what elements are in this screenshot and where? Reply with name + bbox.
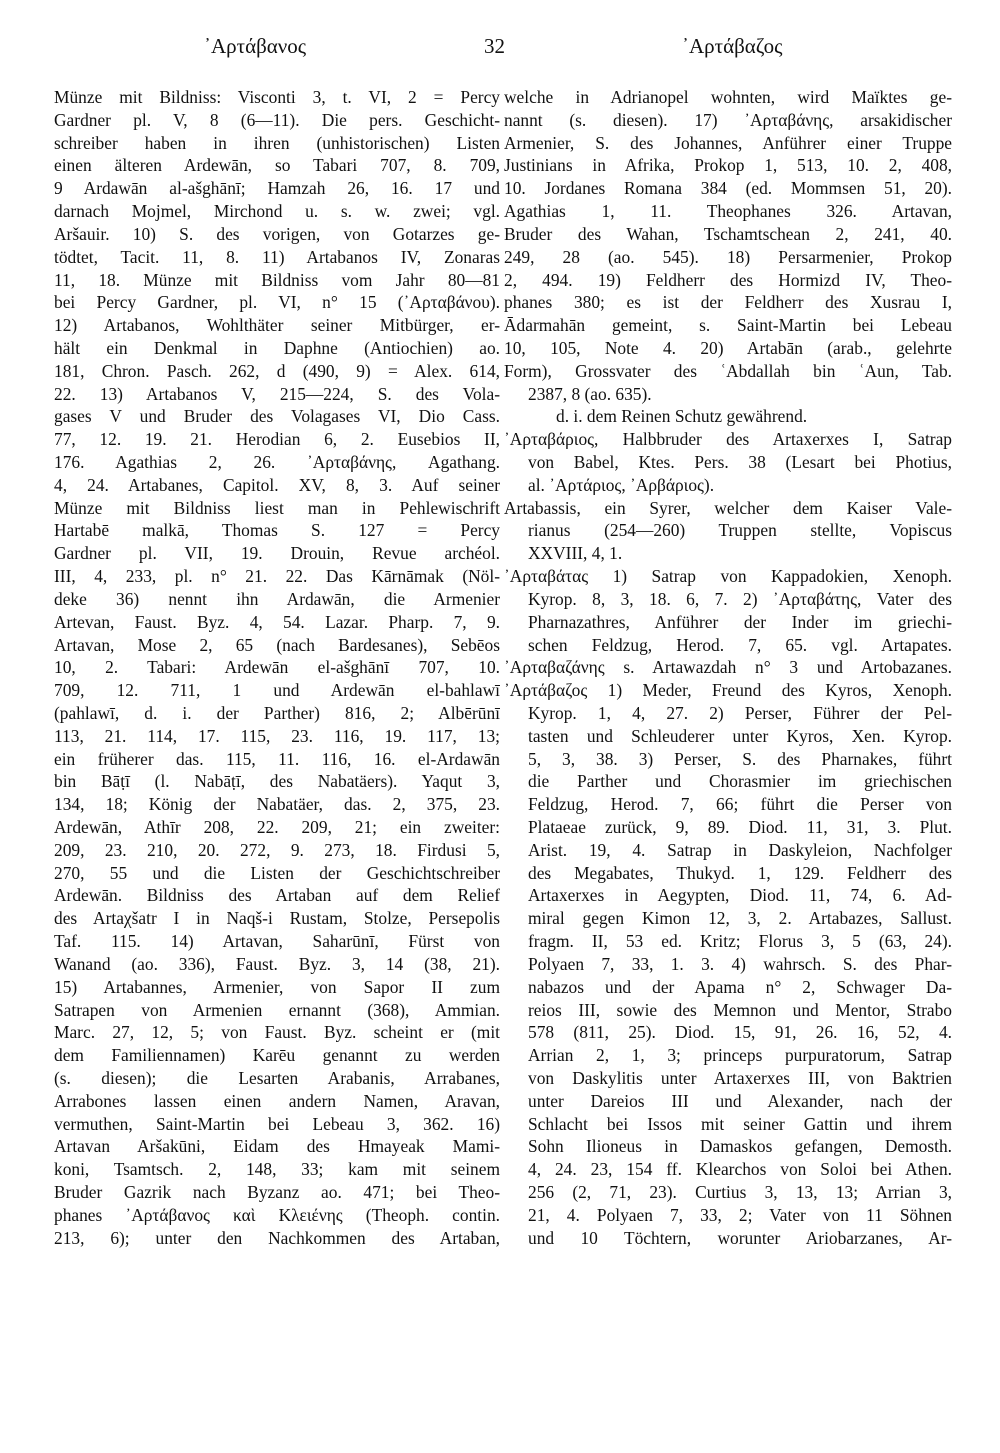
text-line: Ardewān. Bildniss des Artaban auf dem Relief — [54, 885, 500, 906]
text-line: Bruder Gazrik nach Byzanz ao. 471; bei Theo- — [54, 1182, 500, 1202]
text-line: Aršauir. 10) S. des vorigen, von Gotarzes ge- — [54, 223, 500, 244]
text-line: die Parther und Chorasmier im griechischen — [528, 771, 952, 792]
text-line: Artaxerxes in Aegypten, Diod. 11, 74, 6. Ad- — [528, 885, 952, 906]
text-line: 15) Artabannes, Armenier, von Sapor II zum — [54, 976, 500, 997]
text-line: al. ᾿Αρτάριος, ᾿Αρβάριος). — [528, 474, 715, 495]
text-line: dem Familiennamen) Karēu genannt zu werden — [54, 1045, 500, 1066]
text-line: d. i. dem Reinen Schutz gewährend. — [556, 406, 808, 427]
text-line: (pahlawī, d. i. der Parther) 816, 2; Albērūnī — [54, 702, 500, 723]
text-line: 213, 6); unter den Nachkommen des Artaban, — [54, 1227, 500, 1248]
text-line: phanes ᾿Αρτάβανος καὶ Κλειένης (Theoph. contin. — [54, 1204, 500, 1225]
text-line: Pharnazathres, Anführer der Inder im griechi- — [528, 611, 952, 632]
text-line: Schlacht bei Issos mit seiner Gattin und ihrem — [528, 1113, 952, 1134]
text-line: unter Dareios III und Alexander, nach der — [528, 1090, 952, 1111]
text-line: 176. Agathias 2, 26. ᾿Αρταβάνης, Agathang. — [54, 452, 500, 472]
text-line: ᾿Αρταβάριος, Halbbruder des Artaxerxes I, Satrap — [504, 429, 952, 450]
text-line: schreiber haben in ihren (unhistorischen) Listen — [54, 132, 500, 153]
text-line: Form), Grossvater des ʿAbdallah bin ʿAun, Tab. — [504, 360, 952, 381]
text-line: rianus (254—260) Truppen stellte, Vopiscus — [528, 520, 952, 541]
text-line: 12) Artabanos, Wohlthäter seiner Mitbürger, er- — [54, 315, 500, 336]
text-line: ᾿Αρτάβαζος 1) Meder, Freund des Kyros, Xenoph. — [504, 680, 952, 701]
text-line: 113, 21. 114, 17. 115, 23. 116, 19. 117, 13; — [54, 725, 500, 746]
text-line: Kyrop. 1, 4, 27. 2) Perser, Führer der Pel- — [528, 702, 952, 723]
text-line: 134, 18; König der Nabatäer, das. 2, 375, 23. — [54, 794, 500, 815]
text-line: Satrapen von Armenien ernannt (368), Ammian. — [54, 999, 500, 1020]
text-line: nabazos und der Apama n° 2, Schwager Da- — [528, 976, 952, 997]
text-line: koni, Tsamtsch. 2, 148, 33; kam mit seinem — [54, 1159, 500, 1180]
text-line: 5, 3, 38. 3) Perser, S. des Pharnakes, führt — [528, 748, 952, 769]
text-line: 256 (2, 71, 23). Curtius 3, 13, 13; Arrian 3, — [528, 1182, 952, 1202]
running-header — [54, 34, 948, 64]
text-line: 10, 105, Note 4. 20) Artabān (arab., gelehrte — [504, 337, 952, 358]
text-line: Agathias 1, 11. Theophanes 326. Artavan, — [504, 201, 952, 222]
text-line: Ādarmahān gemeint, s. Saint-Martin bei Lebeau — [504, 315, 952, 336]
text-line: 9 Ardawān al-ašghānī; Hamzah 26, 16. 17 und — [54, 178, 500, 199]
text-line: reios III, sowie des Memnon und Mentor, Strabo — [528, 999, 952, 1020]
text-line: 10. Jordanes Romana 384 (ed. Mommsen 51, 20). — [504, 178, 952, 199]
text-line: Hartabē malkā, Thomas S. 127 = Percy — [54, 520, 500, 541]
text-line: tasten und Schleuderer unter Kyros, Xen. Kyrop. — [528, 725, 952, 746]
text-line: 10, 2. Tabari: Ardewān el-ašghānī 707, 10. — [54, 657, 500, 678]
text-line: 209, 23. 210, 20. 272, 9. 273, 18. Firdusi 5, — [54, 839, 500, 860]
text-line: Feldzug, Herod. 7, 66; führt die Perser von — [528, 794, 952, 815]
text-line: Münze mit Bildniss liest man in Pehlewischrift — [54, 497, 500, 518]
text-line: welche in Adrianopel wohnten, wird Maïktes ge- — [504, 87, 952, 107]
text-line: Plataeae zurück, 9, 89. Diod. 11, 31, 3. Plut. — [528, 817, 952, 837]
text-line: Arrabones lassen einen andern Namen, Aravan, — [54, 1090, 500, 1111]
text-line: bei Percy Gardner, pl. VI, n° 15 (᾿Αρταβάνου). — [54, 292, 500, 313]
left-column — [54, 86, 500, 1249]
text-line: 21, 4. Polyaen 7, 33, 2; Vater von 11 Söhnen — [528, 1204, 952, 1225]
text-line: 249, 28 (ao. 545). 18) Persarmenier, Prokop — [504, 246, 952, 267]
text-line: 709, 12. 711, 1 und Ardewān el-bahlawī — [54, 680, 500, 701]
text-line: einen älteren Ardewān, so Tabari 707, 8. 709, — [54, 155, 500, 176]
text-line: (s. diesen); die Lesarten Arabanis, Arrabanes, — [54, 1067, 500, 1088]
text-line: gases V und Bruder des Volagases VI, Dio Cass. — [54, 406, 500, 427]
text-line: Artevan, Faust. Byz. 4, 54. Lazar. Pharp. 7, 9. — [54, 611, 500, 632]
text-line: Artavan Aršakūni, Eidam des Hmayeak Mami- — [54, 1136, 500, 1157]
text-line: ᾿Αρταβαζάνης s. Artawazdah n° 3 und Artobazanes. — [504, 657, 952, 678]
text-line: ᾿Αρταβάτας 1) Satrap von Kappadokien, Xenoph. — [504, 566, 952, 587]
text-line: XXVIII, 4, 1. — [528, 543, 623, 564]
text-line: 4, 24. Artabanes, Capitol. XV, 8, 3. Auf seiner — [54, 474, 500, 495]
text-line: phanes 380; es ist der Feldherr des Xusrau I, — [504, 292, 952, 313]
text-line: III, 4, 233, pl. n° 21. 22. Das Kārnāmak (Nöl- — [54, 566, 500, 587]
right-column — [504, 86, 952, 1249]
text-line: 77, 12. 19. 21. Herodian 6, 2. Eusebios II, — [54, 429, 500, 450]
header-left-keyword: ᾿Αρτάβανος — [204, 34, 307, 58]
text-line: 22. 13) Artabanos V, 215—224, S. des Vola- — [54, 383, 500, 404]
text-line: 181, Chron. Pasch. 262, d (490, 9) = Alex. 614, — [54, 360, 500, 381]
text-line: Arrian 2, 1, 3; princeps purpuratorum, Satrap — [528, 1045, 952, 1066]
text-line: 2387, 8 (ao. 635). — [528, 383, 652, 404]
text-line: tödtet, Tacit. 11, 8. 11) Artabanos IV, Zonaras — [54, 246, 500, 267]
text-line: 578 (811, 25). Diod. 15, 91, 26. 16, 52, 4. — [528, 1022, 952, 1043]
text-line: des Megabates, Thukyd. 1, 129. Feldherr des — [528, 862, 952, 883]
text-line: Kyrop. 8, 3, 18. 6, 7. 2) ᾿Αρταβάτης, Vater des — [528, 588, 952, 609]
text-line: Polyaen 7, 33, 1. 3. 4) wahrsch. S. des Phar- — [528, 953, 952, 974]
header-right-keyword: ᾿Αρτάβαζος — [682, 34, 783, 58]
text-line: Marc. 27, 12, 5; von Faust. Byz. scheint er (mit — [54, 1022, 500, 1043]
text-line: des Artaχšatr I in Naqš-i Rustam, Stolze, Persepolis — [54, 908, 500, 929]
text-line: Münze mit Bildniss: Visconti 3, t. VI, 2 = Percy — [54, 87, 500, 107]
text-line: Armenier, S. des Johannes, Anführer einer Truppe — [504, 132, 952, 153]
text-line: Justinians in Afrika, Prokop 1, 513, 10. 2, 408, — [504, 155, 952, 176]
text-line: deke 36) nennt ihn Ardawān, die Armenier — [54, 588, 500, 609]
text-line: schen Feldzug, Herod. 7, 65. vgl. Artapates. — [528, 634, 952, 655]
text-line: Gardner pl. V, 8 (6—11). Die pers. Geschicht- — [54, 109, 500, 130]
text-line: und 10 Töchtern, worunter Ariobarzanes, Ar- — [528, 1227, 952, 1248]
text-line: 4, 24. 23, 154 ff. Klearchos von Soloi bei Athen. — [528, 1159, 952, 1180]
text-line: von Daskylitis unter Artaxerxes III, von Baktrien — [528, 1067, 952, 1088]
text-line: Gardner pl. VII, 19. Drouin, Revue archéol. — [54, 543, 500, 564]
text-line: Ardewān, Athīr 208, 22. 209, 21; ein zweiter: — [54, 817, 500, 837]
text-line: von Babel, Ktes. Pers. 38 (Lesart bei Photius, — [528, 452, 952, 472]
text-line: ein früherer das. 115, 11. 116, 16. el-Ardawān — [54, 748, 500, 769]
text-line: nannt (s. diesen). 17) ᾿Αρταβάνης, arsakidischer — [504, 109, 952, 130]
page-number: 32 — [484, 34, 505, 58]
text-line: Arist. 19, 4. Satrap in Daskyleion, Nachfolger — [528, 839, 952, 860]
text-line: 11, 18. Münze mit Bildniss vom Jahr 80—81 — [54, 269, 500, 290]
text-line: miral gegen Kimon 12, 3, 2. Artabazes, Sallust. — [528, 908, 952, 929]
text-line: Sohn Ilioneus in Damaskos gefangen, Demosth. — [528, 1136, 952, 1157]
text-line: vermuthen, Saint-Martin bei Lebeau 3, 362. 16) — [54, 1113, 500, 1134]
text-line: Artavan, Mose 2, 65 (nach Bardesanes), Sebēos — [54, 634, 500, 655]
text-line: Wanand (ao. 336), Faust. Byz. 3, 14 (38, 21). — [54, 953, 500, 974]
text-line: bin Bāṭī (l. Nabāṭī, des Nabatäers). Yaqut 3, — [54, 771, 500, 792]
text-line: Artabassis, ein Syrer, welcher dem Kaiser Vale- — [504, 497, 952, 518]
text-line: hält ein Denkmal in Daphne (Antiochien) ao. — [54, 337, 500, 358]
text-line: Bruder des Wahan, Tschamtschean 2, 241, 40. — [504, 223, 952, 244]
text-line: 270, 55 und die Listen der Geschichtschreiber — [54, 862, 500, 883]
text-line: darnach Mojmel, Mirchond u. s. w. zwei; vgl. — [54, 201, 500, 222]
text-line: 2, 494. 19) Feldherr des Hormizd IV, Theo- — [504, 269, 952, 290]
text-line: fragm. II, 53 ed. Kritz; Florus 3, 5 (63, 24). — [528, 931, 952, 952]
text-line: Taf. 115. 14) Artavan, Saharūnī, Fürst von — [54, 931, 500, 952]
